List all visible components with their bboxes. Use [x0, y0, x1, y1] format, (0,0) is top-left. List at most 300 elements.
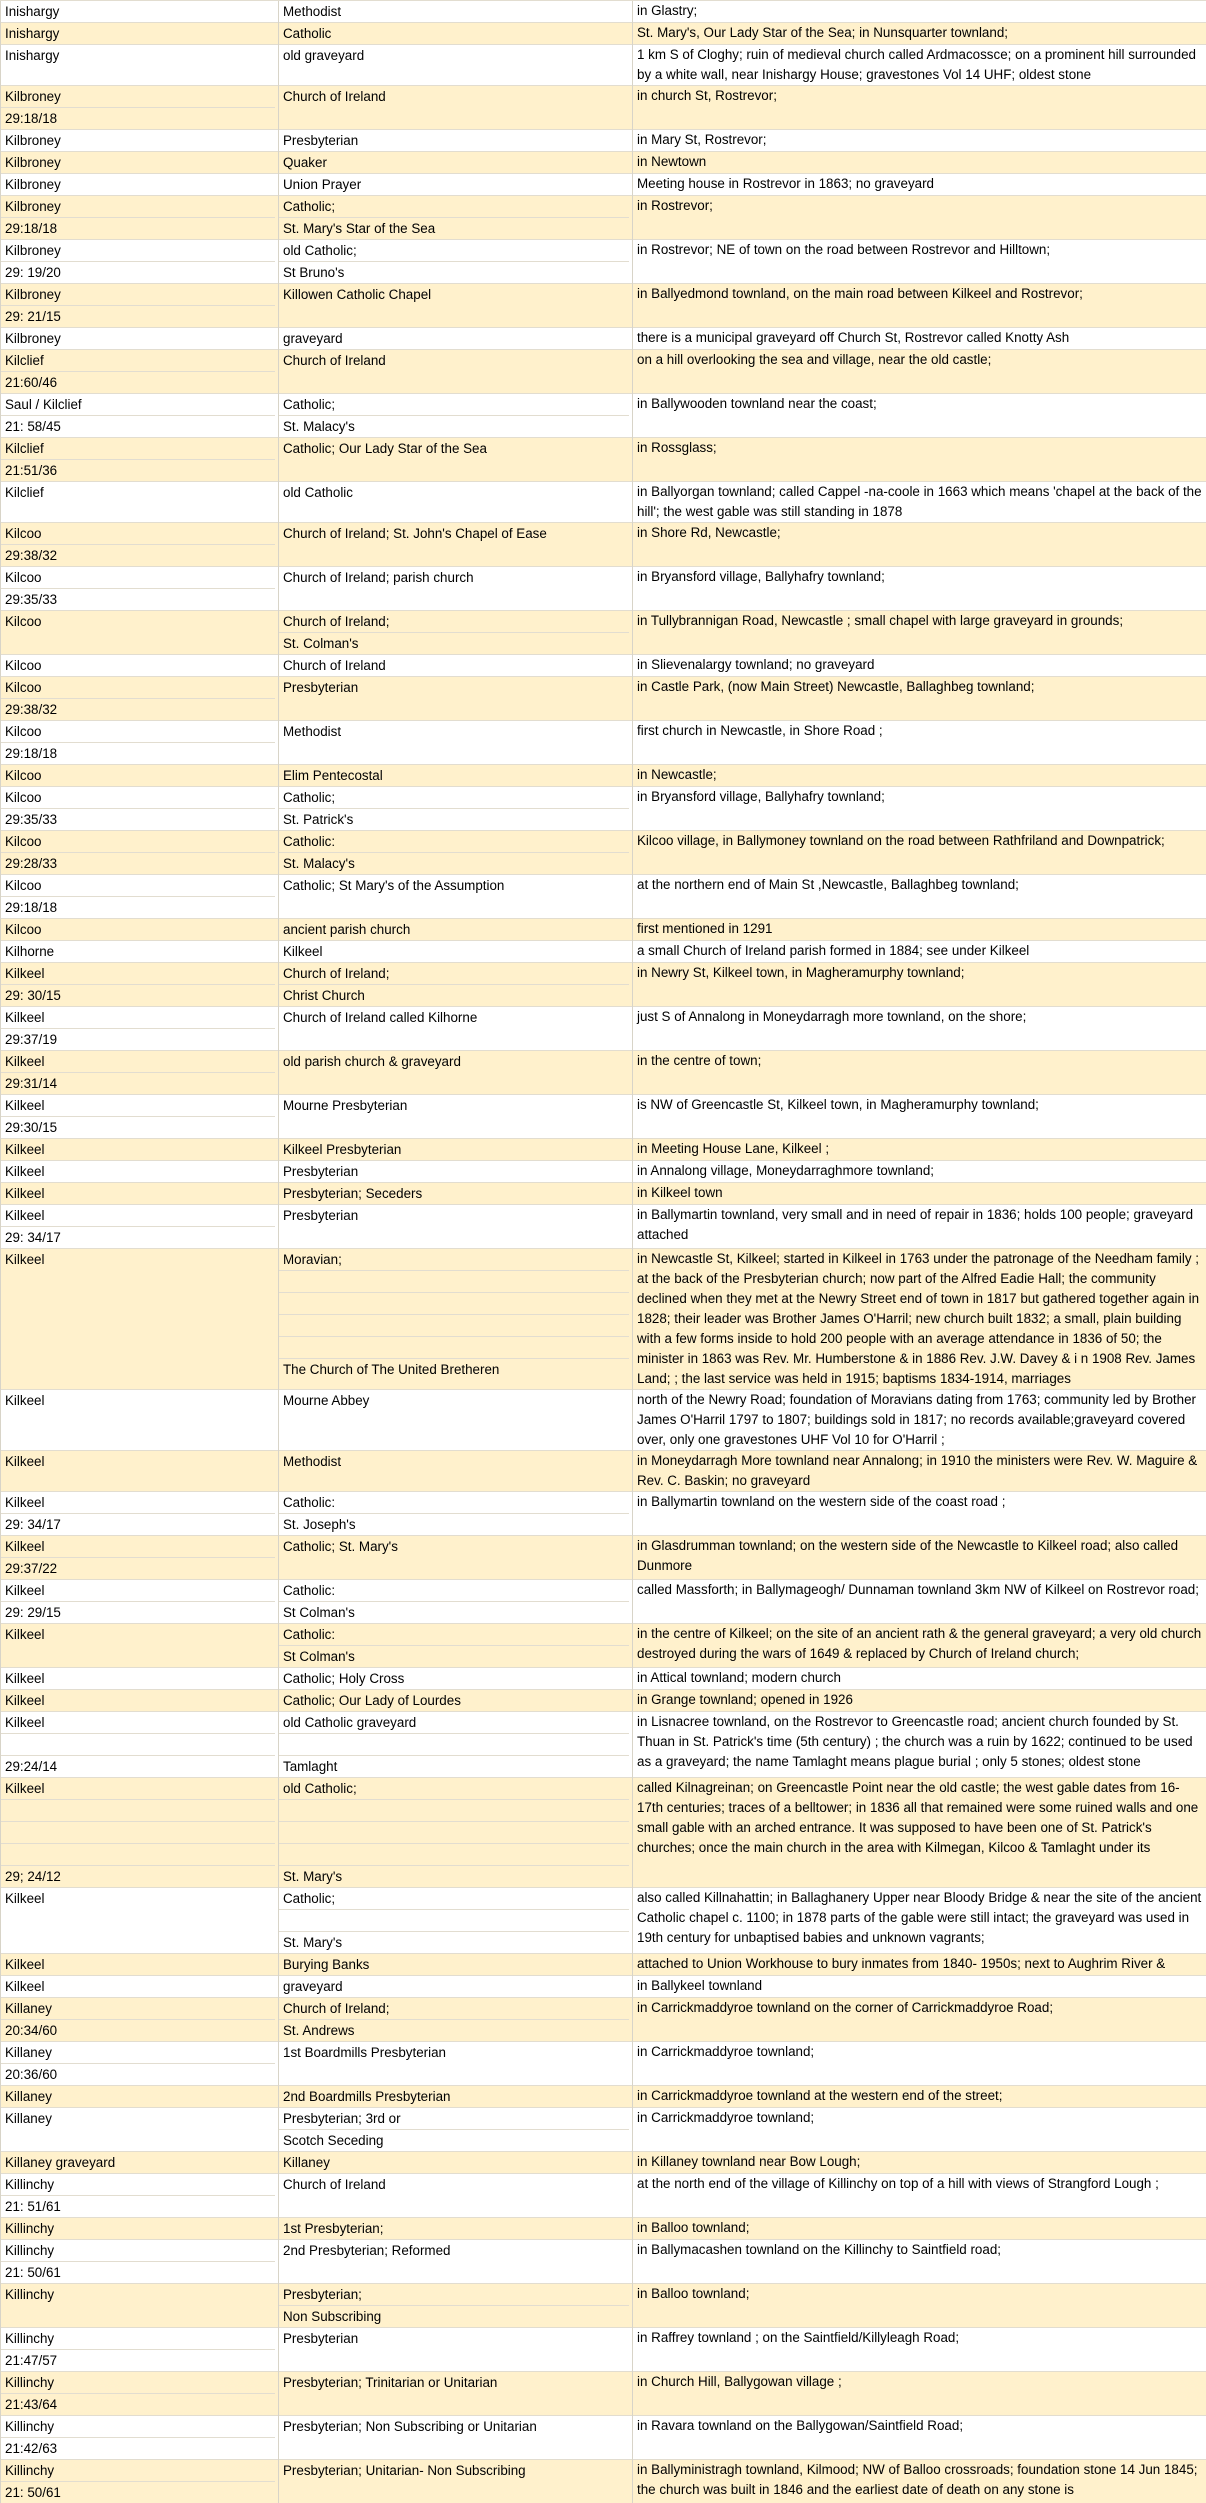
denomination-cell-line: Catholic;: [283, 1888, 629, 1909]
table-row[interactable]: [1, 1624, 1206, 1668]
parish-cell[interactable]: [1, 1888, 279, 1954]
location-notes-cell[interactable]: in Ravara townland on the Ballygowan/Saintfield Road;: [633, 2416, 1206, 2460]
location-notes-cell[interactable]: in Shore Rd, Newcastle;: [633, 523, 1206, 567]
table-row[interactable]: [1, 328, 1206, 350]
denomination-cell[interactable]: [279, 1580, 633, 1624]
parish-cell-line: Kilbroney: [5, 328, 275, 349]
denomination-cell-line: St Colman's: [279, 1645, 629, 1667]
denomination-cell[interactable]: [279, 1690, 633, 1712]
location-notes-cell[interactable]: at the northern end of Main St ,Newcastle, Ballaghbeg townland;: [633, 875, 1206, 919]
denomination-cell-line: [279, 1270, 629, 1292]
table-row[interactable]: [1, 23, 1206, 45]
denomination-cell[interactable]: [279, 2174, 633, 2218]
table-row[interactable]: [1, 1183, 1206, 1205]
parish-cell-line: Kilkeel: [5, 1051, 275, 1072]
location-notes-cell[interactable]: in Raffrey townland ; on the Saintfield/Killyleagh Road;: [633, 2328, 1206, 2372]
parish-cell[interactable]: [1, 1998, 279, 2042]
location-notes-cell[interactable]: in Balloo townland;: [633, 2218, 1206, 2240]
table-row[interactable]: [1, 1668, 1206, 1690]
location-notes-cell[interactable]: 1 km S of Cloghy; ruin of medieval church called Ardmacossce; on a prominent hill surrounded by a white wall, near Inishargy House; gravestones Vol 14 UHF; oldest stone: [633, 45, 1206, 86]
parish-cell[interactable]: [1, 875, 279, 919]
location-notes-cell[interactable]: St. Mary's, Our Lady Star of the Sea; in Nunsquarter townland;: [633, 23, 1206, 45]
parish-cell-line: 29:18/18: [1, 896, 275, 918]
parish-cell[interactable]: [1, 1051, 279, 1095]
denomination-cell[interactable]: [279, 1998, 633, 2042]
parish-cell[interactable]: [1, 152, 279, 174]
location-notes-cell[interactable]: at the north end of the village of Killinchy on top of a hill with views of Strangford Lough ;: [633, 2174, 1206, 2218]
denomination-cell-line: Catholic; St. Mary's: [283, 1536, 629, 1557]
denomination-cell[interactable]: [279, 2108, 633, 2152]
denomination-cell-line: Church of Ireland;: [283, 611, 629, 632]
table-row[interactable]: [1, 963, 1206, 1007]
parish-cell[interactable]: [1, 1668, 279, 1690]
table-row[interactable]: [1, 1536, 1206, 1580]
table-row[interactable]: [1, 2328, 1206, 2372]
denomination-cell-line: Catholic; Holy Cross: [283, 1668, 629, 1689]
denomination-cell[interactable]: [279, 2086, 633, 2108]
denomination-cell[interactable]: [279, 482, 633, 523]
parish-cell[interactable]: [1, 482, 279, 523]
table-row[interactable]: [1, 677, 1206, 721]
parish-cell[interactable]: [1, 1690, 279, 1712]
parish-cell-line: 20:34/60: [1, 2019, 275, 2041]
denomination-cell-line: 1st Boardmills Presbyterian: [283, 2042, 629, 2063]
location-notes-cell[interactable]: is NW of Greencastle St, Kilkeel town, in Magheramurphy townland;: [633, 1095, 1206, 1139]
table-row[interactable]: [1, 1998, 1206, 2042]
location-notes-cell[interactable]: in Ballywooden townland near the coast;: [633, 394, 1206, 438]
denomination-cell[interactable]: [279, 1390, 633, 1451]
denomination-cell[interactable]: [279, 611, 633, 655]
table-row[interactable]: [1, 86, 1206, 130]
table-row[interactable]: [1, 130, 1206, 152]
denomination-cell[interactable]: [279, 1, 633, 23]
denomination-cell[interactable]: [279, 875, 633, 919]
denomination-cell-line: [279, 1909, 629, 1931]
table-row[interactable]: [1, 1051, 1206, 1095]
parish-cell[interactable]: [1, 1451, 279, 1492]
denomination-cell[interactable]: [279, 655, 633, 677]
table-row[interactable]: [1, 1976, 1206, 1998]
denomination-cell[interactable]: [279, 1161, 633, 1183]
parish-cell-line: 29: 34/17: [1, 1226, 275, 1248]
parish-cell-line: Killinchy: [5, 2372, 275, 2393]
location-notes-cell[interactable]: in the centre of Kilkeel; on the site of an ancient rath & the general graveyard; a very old church destroyed during the wars of 1649 & replaced by Church of Ireland church;: [633, 1624, 1206, 1668]
parish-cell-line: 29:24/14: [1, 1755, 275, 1777]
table-row[interactable]: [1, 611, 1206, 655]
table-row[interactable]: [1, 482, 1206, 523]
parish-cell[interactable]: [1, 45, 279, 86]
denomination-cell-line: [279, 1843, 629, 1865]
denomination-cell-line: Killowen Catholic Chapel: [283, 284, 629, 305]
denomination-cell[interactable]: [279, 941, 633, 963]
table-row[interactable]: [1, 1492, 1206, 1536]
parish-cell[interactable]: [1, 567, 279, 611]
table-row[interactable]: [1, 919, 1206, 941]
location-notes-cell[interactable]: in Moneydarragh More townland near Annalong; in 1910 the ministers were Rev. W. Maguire & Rev. C. Baskin; no graveyard: [633, 1451, 1206, 1492]
parish-cell[interactable]: [1, 2042, 279, 2086]
denomination-cell-line: [279, 1336, 629, 1358]
location-notes-cell[interactable]: in Rossglass;: [633, 438, 1206, 482]
parish-cell[interactable]: [1, 240, 279, 284]
location-notes-cell[interactable]: in Grange townland; opened in 1926: [633, 1690, 1206, 1712]
table-row[interactable]: [1, 45, 1206, 86]
location-notes-cell[interactable]: in Attical townland; modern church: [633, 1668, 1206, 1690]
parish-cell[interactable]: [1, 2152, 279, 2174]
parish-cell[interactable]: [1, 1976, 279, 1998]
parish-cell[interactable]: [1, 1, 279, 23]
location-notes-cell[interactable]: in Glastry;: [633, 1, 1206, 23]
location-notes-cell[interactable]: in Ballymartin townland, very small and in need of repair in 1836; holds 100 people; graveyard attached: [633, 1205, 1206, 1249]
denomination-cell[interactable]: [279, 721, 633, 765]
denomination-cell-line: old Catholic graveyard: [283, 1712, 629, 1733]
denomination-cell[interactable]: [279, 2284, 633, 2328]
location-notes-cell[interactable]: in Balloo townland;: [633, 2284, 1206, 2328]
table-row[interactable]: [1, 655, 1206, 677]
denomination-cell-line: old parish church & graveyard: [283, 1051, 629, 1072]
table-row[interactable]: [1, 1, 1206, 23]
table-row[interactable]: [1, 284, 1206, 328]
parish-cell-line: 21: 50/61: [1, 2261, 275, 2283]
parish-cell[interactable]: [1, 655, 279, 677]
denomination-cell[interactable]: [279, 1492, 633, 1536]
location-notes-cell[interactable]: in Glasdrumman townland; on the western side of the Newcastle to Kilkeel road; also called Dunmore: [633, 1536, 1206, 1580]
table-row[interactable]: [1, 1161, 1206, 1183]
parish-cell-line: Kilhorne: [5, 941, 275, 962]
denomination-cell[interactable]: [279, 1051, 633, 1095]
location-notes-cell[interactable]: in Lisnacree townland, on the Rostrevor to Greencastle road; ancient church founded by St. Thuan in St. Patrick's time (5th century) ; the church was a ruin by 1622; continued to be used as a graveyard; the name Tamlaght means plague burial ; only 5 stones; oldest stone: [633, 1712, 1206, 1778]
parish-cell[interactable]: [1, 2416, 279, 2460]
denomination-cell[interactable]: [279, 350, 633, 394]
location-notes-cell[interactable]: also called Killnahattin; in Ballaghanery Upper near Bloody Bridge & near the site of the ancient Catholic chapel c. 1100; in 1878 parts of the gable were still intact; the graveyard was used in 19th century for unbaptised babies and unknown vagrants;: [633, 1888, 1206, 1954]
parish-cell[interactable]: [1, 1390, 279, 1451]
denomination-cell[interactable]: [279, 765, 633, 787]
table-row[interactable]: [1, 2218, 1206, 2240]
parish-cell-line: Inishargy: [5, 1, 275, 22]
location-notes-cell[interactable]: in Ballyedmond townland, on the main road between Kilkeel and Rostrevor;: [633, 284, 1206, 328]
parish-cell[interactable]: [1, 677, 279, 721]
denomination-cell-line: Union Prayer: [283, 174, 629, 195]
parish-cell[interactable]: [1, 2328, 279, 2372]
table-row[interactable]: [1, 174, 1206, 196]
denomination-cell[interactable]: [279, 1668, 633, 1690]
parish-cell[interactable]: [1, 1161, 279, 1183]
denomination-cell-line: 2nd Presbyterian; Reformed: [283, 2240, 629, 2261]
parish-cell-line: Killaney: [5, 2042, 275, 2063]
location-notes-cell[interactable]: in Mary St, Rostrevor;: [633, 130, 1206, 152]
table-row[interactable]: [1, 1249, 1206, 1390]
location-notes-cell[interactable]: there is a municipal graveyard off Church St, Rostrevor called Knotty Ash: [633, 328, 1206, 350]
location-notes-cell[interactable]: in Ballykeel townland: [633, 1976, 1206, 1998]
location-notes-cell[interactable]: in Kilkeel town: [633, 1183, 1206, 1205]
parish-cell-line: 29:28/33: [1, 852, 275, 874]
location-notes-cell[interactable]: in Rostrevor;: [633, 196, 1206, 240]
location-notes-cell[interactable]: in Newcastle;: [633, 765, 1206, 787]
table-row[interactable]: [1, 152, 1206, 174]
denomination-cell[interactable]: [279, 787, 633, 831]
denomination-cell[interactable]: [279, 2152, 633, 2174]
denomination-cell[interactable]: [279, 677, 633, 721]
table-row[interactable]: [1, 1690, 1206, 1712]
parish-cell[interactable]: [1, 1139, 279, 1161]
denomination-cell[interactable]: [279, 1976, 633, 1998]
location-notes-cell[interactable]: first church in Newcastle, in Shore Road ;: [633, 721, 1206, 765]
parish-cell[interactable]: [1, 174, 279, 196]
location-notes-cell[interactable]: in Annalong village, Moneydarraghmore townland;: [633, 1161, 1206, 1183]
location-notes-cell[interactable]: Meeting house in Rostrevor in 1863; no graveyard: [633, 174, 1206, 196]
denomination-cell[interactable]: [279, 1712, 633, 1778]
table-row[interactable]: [1, 941, 1206, 963]
parish-cell[interactable]: [1, 787, 279, 831]
denomination-cell[interactable]: [279, 130, 633, 152]
table-row[interactable]: [1, 1139, 1206, 1161]
parish-cell-line: Kilkeel: [5, 1205, 275, 1226]
denomination-cell[interactable]: [279, 394, 633, 438]
parish-cell-line: Kilbroney: [5, 196, 275, 217]
parish-cell-line: Killaney: [5, 2108, 275, 2129]
table-row[interactable]: [1, 1007, 1206, 1051]
table-row[interactable]: [1, 196, 1206, 240]
table-row[interactable]: [1, 1778, 1206, 1888]
parish-cell[interactable]: [1, 1205, 279, 1249]
denomination-cell[interactable]: [279, 2460, 633, 2503]
parish-cell[interactable]: [1, 1249, 279, 1390]
location-notes-cell[interactable]: in Ballyministragh townland, Kilmood; NW of Balloo crossroads; foundation stone 14 Jun 1845; the church was built in 1846 and the earliest date of death on any stone is: [633, 2460, 1206, 2503]
table-row[interactable]: [1, 567, 1206, 611]
parish-cell[interactable]: [1, 1712, 279, 1778]
denomination-cell[interactable]: [279, 919, 633, 941]
location-notes-cell[interactable]: in Bryansford village, Ballyhafry townland;: [633, 787, 1206, 831]
parish-cell[interactable]: [1, 328, 279, 350]
denomination-cell-line: Kilkeel Presbyterian: [283, 1139, 629, 1160]
parish-cell[interactable]: [1, 284, 279, 328]
location-notes-cell[interactable]: in Newtown: [633, 152, 1206, 174]
table-row[interactable]: [1, 523, 1206, 567]
denomination-cell[interactable]: [279, 2416, 633, 2460]
location-notes-cell[interactable]: in Ballymartin townland on the western side of the coast road ;: [633, 1492, 1206, 1536]
parish-cell[interactable]: [1, 1580, 279, 1624]
denomination-cell-line: St. Malacy's: [279, 415, 629, 437]
parish-cell[interactable]: [1, 2174, 279, 2218]
denomination-cell[interactable]: [279, 1249, 633, 1390]
parish-cell[interactable]: [1, 2284, 279, 2328]
parish-cell[interactable]: [1, 919, 279, 941]
location-notes-cell[interactable]: attached to Union Workhouse to bury inmates from 1840- 1950s; next to Aughrim River &: [633, 1954, 1206, 1976]
table-row[interactable]: [1, 1095, 1206, 1139]
location-notes-cell[interactable]: in church St, Rostrevor;: [633, 86, 1206, 130]
table-row[interactable]: [1, 2152, 1206, 2174]
parish-cell[interactable]: [1, 1492, 279, 1536]
parish-cell-line: Kilbroney: [5, 240, 275, 261]
parish-cell[interactable]: [1, 23, 279, 45]
denomination-cell-line: Catholic:: [283, 831, 629, 852]
denomination-cell[interactable]: [279, 284, 633, 328]
parish-cell[interactable]: [1, 2240, 279, 2284]
denomination-cell[interactable]: [279, 240, 633, 284]
table-row[interactable]: [1, 1954, 1206, 1976]
table-row[interactable]: [1, 765, 1206, 787]
parish-cell[interactable]: [1, 1183, 279, 1205]
table-row[interactable]: [1, 2240, 1206, 2284]
parish-cell[interactable]: [1, 86, 279, 130]
denomination-cell-line: ancient parish church: [283, 919, 629, 940]
denomination-cell[interactable]: [279, 2328, 633, 2372]
parish-cell[interactable]: [1, 438, 279, 482]
parish-cell-line: Kilcoo: [5, 567, 275, 588]
denomination-cell[interactable]: [279, 1624, 633, 1668]
table-row[interactable]: [1, 721, 1206, 765]
table-row[interactable]: [1, 2108, 1206, 2152]
denomination-cell[interactable]: [279, 1183, 633, 1205]
location-notes-cell[interactable]: in Church Hill, Ballygowan village ;: [633, 2372, 1206, 2416]
location-notes-cell[interactable]: Kilcoo village, in Ballymoney townland on the road between Rathfriland and Downpatrick;: [633, 831, 1206, 875]
denomination-cell-line: old graveyard: [283, 45, 629, 66]
location-notes-cell[interactable]: a small Church of Ireland parish formed in 1884; see under Kilkeel: [633, 941, 1206, 963]
location-notes-cell[interactable]: in Carrickmaddyroe townland;: [633, 2042, 1206, 2086]
denomination-cell[interactable]: [279, 1139, 633, 1161]
denomination-cell[interactable]: [279, 1888, 633, 1954]
denomination-cell-line: Catholic;: [283, 394, 629, 415]
parish-cell[interactable]: [1, 350, 279, 394]
denomination-cell[interactable]: [279, 45, 633, 86]
parish-cell[interactable]: [1, 721, 279, 765]
parish-cell[interactable]: [1, 611, 279, 655]
location-notes-cell[interactable]: north of the Newry Road; foundation of Moravians dating from 1763; community led by Brother James O'Harril 1797 to 1807; buildings sold in 1817; no records available;graveyard covered over, only one gravestones UHF Vol 10 for O'Harril ;: [633, 1390, 1206, 1451]
location-notes-cell[interactable]: in Slievenalargy townland; no graveyard: [633, 655, 1206, 677]
location-notes-cell[interactable]: in the centre of town;: [633, 1051, 1206, 1095]
parish-cell[interactable]: [1, 2108, 279, 2152]
denomination-cell[interactable]: [279, 1778, 633, 1888]
parish-cell[interactable]: [1, 1954, 279, 1976]
denomination-cell-line: Kilkeel: [283, 941, 629, 962]
denomination-cell-line: 1st Presbyterian;: [283, 2218, 629, 2239]
table-row[interactable]: [1, 438, 1206, 482]
table-row[interactable]: [1, 1712, 1206, 1778]
location-notes-cell[interactable]: in Rostrevor; NE of town on the road between Rostrevor and Hilltown;: [633, 240, 1206, 284]
denomination-cell[interactable]: [279, 1954, 633, 1976]
table-row[interactable]: [1, 875, 1206, 919]
parish-cell[interactable]: [1, 831, 279, 875]
location-notes-cell[interactable]: first mentioned in 1291: [633, 919, 1206, 941]
denomination-cell[interactable]: [279, 1007, 633, 1051]
denomination-cell[interactable]: [279, 2240, 633, 2284]
parish-cell[interactable]: [1, 130, 279, 152]
table-row[interactable]: [1, 1390, 1206, 1451]
location-notes-cell[interactable]: in Ballyorgan townland; called Cappel -na-coole in 1663 which means 'chapel at the back of the hill'; the west gable was still standing in 1878: [633, 482, 1206, 523]
parish-cell[interactable]: [1, 1536, 279, 1580]
parish-cell-line: 29:35/33: [1, 588, 275, 610]
denomination-cell[interactable]: [279, 438, 633, 482]
parish-cell-line: Kilkeel: [5, 1390, 275, 1411]
denomination-cell[interactable]: [279, 86, 633, 130]
location-notes-cell[interactable]: in Newry St, Kilkeel town, in Magheramurphy townland;: [633, 963, 1206, 1007]
denomination-cell[interactable]: [279, 567, 633, 611]
denomination-cell[interactable]: [279, 1451, 633, 1492]
location-notes-cell[interactable]: in Castle Park, (now Main Street) Newcastle, Ballaghbeg townland;: [633, 677, 1206, 721]
parish-cell[interactable]: [1, 765, 279, 787]
location-notes-cell[interactable]: called Massforth; in Ballymageogh/ Dunnaman townland 3km NW of Kilkeel on Rostrevor road;: [633, 1580, 1206, 1624]
denomination-cell-line: Tamlaght: [279, 1755, 629, 1777]
location-notes-cell[interactable]: in Tullybrannigan Road, Newcastle ; small chapel with large graveyard in grounds;: [633, 611, 1206, 655]
table-row[interactable]: [1, 831, 1206, 875]
parish-cell[interactable]: [1, 2460, 279, 2503]
denomination-cell[interactable]: [279, 23, 633, 45]
parish-cell[interactable]: [1, 196, 279, 240]
location-notes-cell[interactable]: in Carrickmaddyroe townland;: [633, 2108, 1206, 2152]
denomination-cell-line: Christ Church: [279, 984, 629, 1006]
table-row[interactable]: [1, 2086, 1206, 2108]
location-notes-cell[interactable]: in Carrickmaddyroe townland at the western end of the street;: [633, 2086, 1206, 2108]
table-row[interactable]: [1, 1451, 1206, 1492]
location-notes-cell[interactable]: in Killaney townland near Bow Lough;: [633, 2152, 1206, 2174]
denomination-cell[interactable]: [279, 196, 633, 240]
location-notes-cell[interactable]: in Newcastle St, Kilkeel; started in Kilkeel in 1763 under the patronage of the Needham family ; at the back of the Presbyterian church; now part of the Alfred Eadie Hall; the community declined when they met at the Newry Street end of town in 1817 but gathered together again in 1828; their leader was Brother James O'Harril; new church built 1832; a small, plain building with a few forms inside to hold 200 people with an average attendance in 1836 of 50; the minister in 1863 was Rev. Mr. Humberstone & in 1886 Rev. J.W. Davey & i n 1908 Rev. James Land; ; the last service was held in 1915; baptisms 1834-1914, marriages: [633, 1249, 1206, 1390]
denomination-cell-line: Killaney: [283, 2152, 629, 2173]
table-row[interactable]: [1, 2174, 1206, 2218]
denomination-cell[interactable]: [279, 328, 633, 350]
location-notes-cell[interactable]: on a hill overlooking the sea and village, near the old castle;: [633, 350, 1206, 394]
denomination-cell-line: Non Subscribing: [279, 2305, 629, 2327]
denomination-cell[interactable]: [279, 2218, 633, 2240]
denomination-cell[interactable]: [279, 963, 633, 1007]
denomination-cell-line: Mourne Abbey: [283, 1390, 629, 1411]
denomination-cell[interactable]: [279, 1095, 633, 1139]
table-row[interactable]: [1, 240, 1206, 284]
table-row[interactable]: [1, 2460, 1206, 2503]
table-row[interactable]: [1, 1205, 1206, 1249]
parish-cell[interactable]: [1, 523, 279, 567]
denomination-cell-line: Church of Ireland: [283, 86, 629, 107]
table-row[interactable]: [1, 394, 1206, 438]
location-notes-cell[interactable]: in Carrickmaddyroe townland on the corner of Carrickmaddyroe Road;: [633, 1998, 1206, 2042]
table-row[interactable]: [1, 1888, 1206, 1954]
table-row[interactable]: [1, 2416, 1206, 2460]
denomination-cell-line: [279, 1314, 629, 1336]
denomination-cell[interactable]: [279, 523, 633, 567]
parish-cell[interactable]: [1, 1624, 279, 1668]
denomination-cell[interactable]: [279, 1205, 633, 1249]
parish-cell[interactable]: [1, 1778, 279, 1888]
location-notes-cell[interactable]: just S of Annalong in Moneydarragh more townland, on the shore;: [633, 1007, 1206, 1051]
parish-cell[interactable]: [1, 2218, 279, 2240]
parish-cell-line: 29:37/19: [1, 1028, 275, 1050]
denomination-cell[interactable]: [279, 831, 633, 875]
parish-cell-line: Kilcoo: [5, 523, 275, 544]
denomination-cell[interactable]: [279, 2042, 633, 2086]
table-row[interactable]: [1, 350, 1206, 394]
table-row[interactable]: [1, 1580, 1206, 1624]
table-row[interactable]: [1, 2042, 1206, 2086]
parish-cell[interactable]: [1, 394, 279, 438]
location-notes-cell[interactable]: in Ballymacashen townland on the Killinchy to Saintfield road;: [633, 2240, 1206, 2284]
table-row[interactable]: [1, 787, 1206, 831]
parish-cell-line: Kilkeel: [5, 1712, 275, 1733]
parish-cell-line: 21: 51/61: [1, 2195, 275, 2217]
denomination-cell[interactable]: [279, 152, 633, 174]
denomination-cell[interactable]: [279, 1536, 633, 1580]
parish-cell-line: Kilkeel: [5, 1778, 275, 1799]
location-notes-cell[interactable]: in Bryansford village, Ballyhafry townland;: [633, 567, 1206, 611]
parish-cell[interactable]: [1, 1095, 279, 1139]
table-row[interactable]: [1, 2284, 1206, 2328]
location-notes-cell[interactable]: called Kilnagreinan; on Greencastle Point near the old castle; the west gable dates from 16-17th centuries; traces of a belltower; in 1836 all that remained were some ruined walls and one small gable with an arched entrance. It was supposed to have been one of St. Patrick's churches; once the main church in the area with Kilmegan, Kilcoo & Tamlaght under its: [633, 1778, 1206, 1888]
parish-cell[interactable]: [1, 1007, 279, 1051]
parish-cell[interactable]: [1, 963, 279, 1007]
parish-cell-line: Killaney graveyard: [5, 2152, 275, 2173]
location-notes-cell[interactable]: in Meeting House Lane, Kilkeel ;: [633, 1139, 1206, 1161]
parish-cell[interactable]: [1, 2086, 279, 2108]
denomination-cell[interactable]: [279, 174, 633, 196]
parish-cell[interactable]: [1, 941, 279, 963]
